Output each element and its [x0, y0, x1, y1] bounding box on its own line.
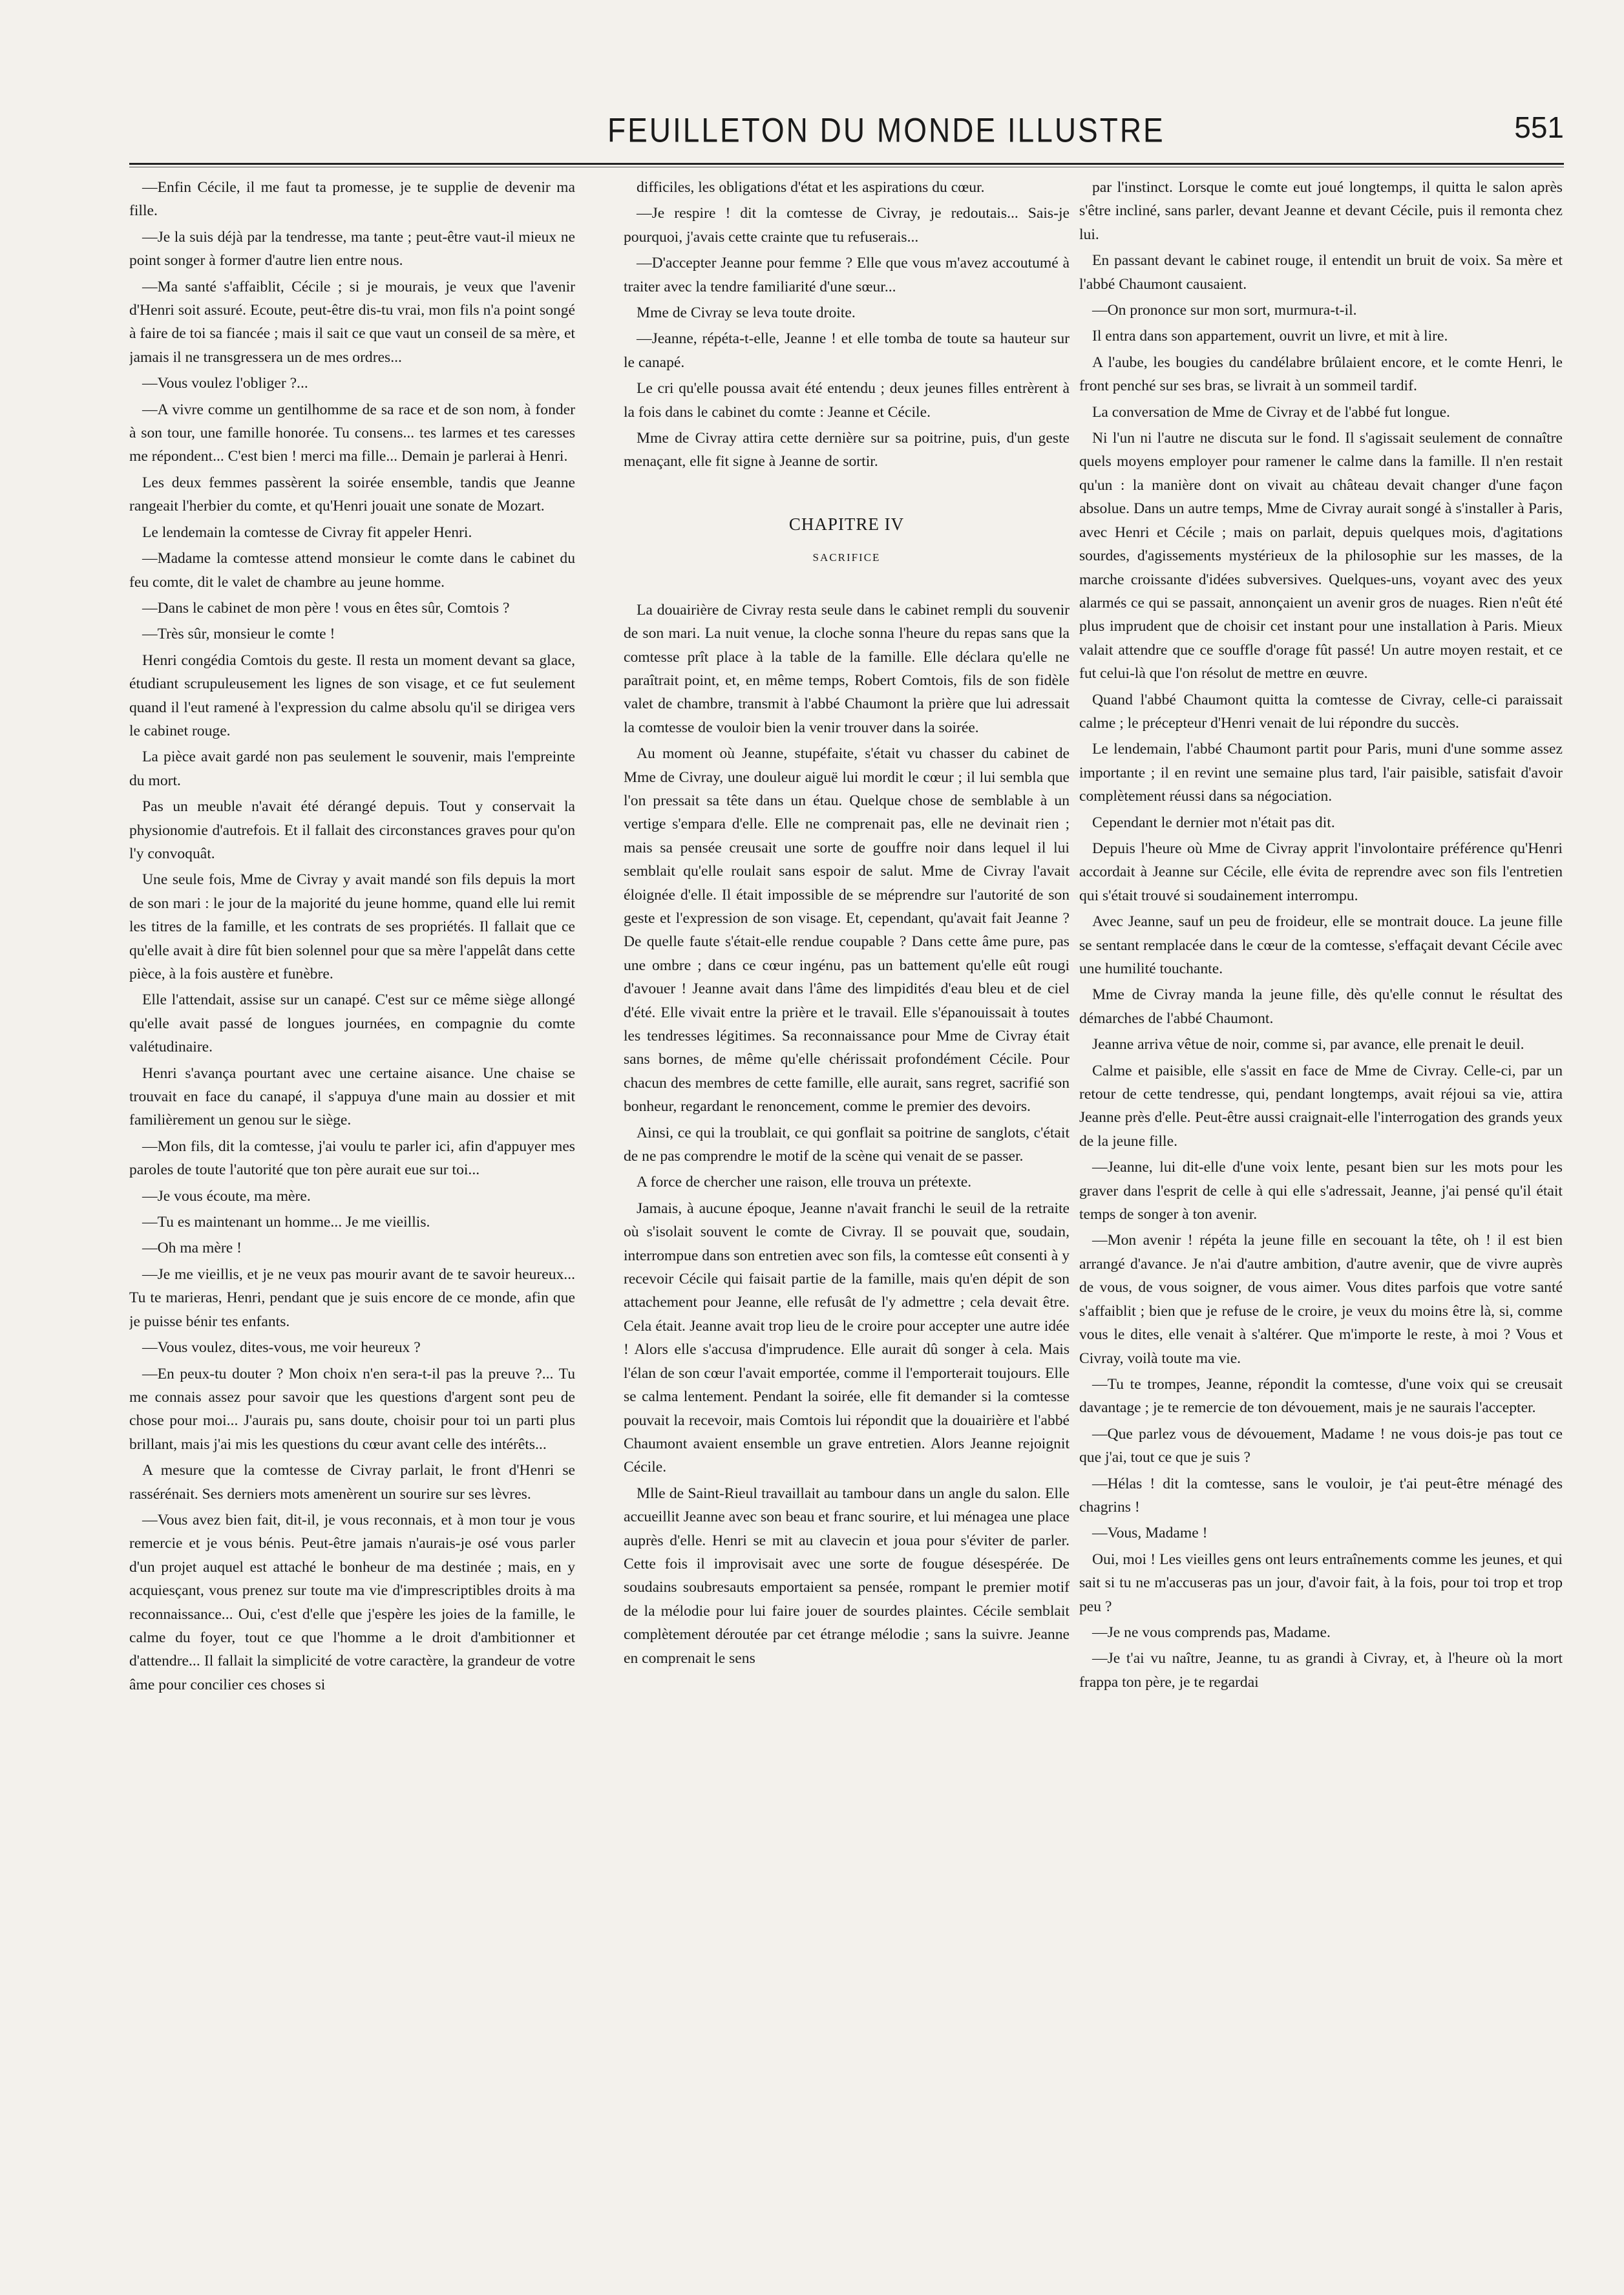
paragraph: Avec Jeanne, sauf un peu de froideur, elle se montrait douce. La jeune fille se sentant remplacée dans le cœur de la comtesse, s'effaçait devant Cécile avec une humilité touchante. — [1079, 913, 1563, 977]
paragraph: —On prononce sur mon sort, murmura-t-il. — [1092, 302, 1357, 319]
chapter-title: CHAPITRE IV — [788, 514, 905, 534]
paragraph: par l'instinct. Lorsque le comte eut joué longtemps, il quitta le salon après s'être incliné, sans parler, devant Jeanne et devant Cécile, puis il remonta chez lui. — [1079, 179, 1563, 243]
paragraph: Henri s'avança pourtant avec une certaine aisance. Une chaise se trouvait en face du canapé, il s'appuya d'une main au dossier et mit familièrement un genou sur le siège. — [129, 1064, 575, 1129]
paragraph: Henri congédia Comtois du geste. Il resta un moment devant sa glace, étudiant scrupuleusement les lignes de son visage, et ce fut seulement quand il l'eut ramené à l'expression du calme absolu qu'il se dirigea vers le cabinet rouge. — [129, 651, 575, 739]
paragraph: —Ma santé s'affaiblit, Cécile ; si je mourais, je veux que l'avenir d'Henri soit assuré. Ecoute, peut-être dis-tu vrai, mon fils n'a point songé à faire de toi sa fiancée ; mais il sait ce que vaut un conseil de sa mère, et jamais il ne transgressera un de mes ordres... — [129, 278, 575, 366]
paragraph: Jamais, à aucune époque, Jeanne n'avait franchi le seuil de la retraite où s'isolait souvent le comte de Civray. Il se pouvait que, soudain, interrompue dans son entretien avec son fils, la comtesse eût consenti à y recevoir Cécile qui faisait partie de la famille, mais qu'en dépit de son attachement pour Jeanne, elle refusât de l'y admettre ; cela devait être. Cela était. Jeanne avait trop lieu de le croire pour accepter une autre idée ! Alors elle s'accusa d'imprudence. Elle aurait dû songer à cela. Mais l'élan de son cœur l'avait emportée, comme il l'emporterait toujours. Elle se calma lentement. Pendant la soirée, elle fit demander si la comtesse pouvait la recevoir, mais Comtois lui répondit que la douairière et l'abbé Chaumont avaient ensemble un grave entretien. Alors Jeanne rejoignit Cécile. — [624, 1200, 1070, 1476]
paragraph: Mme de Civray se leva toute droite. — [637, 304, 856, 322]
paragraph: Une seule fois, Mme de Civray y avait mandé son fils depuis la mort de son mari : le jour de la majorité du jeune homme, quand elle lui remit les titres de la famille, et les contrats de ses propriétés. Il fallait que ce qu'elle avait à dire fût bien solennel pour que sa mère l'appelât dans cette pièce, à la fois austère et funèbre. — [129, 871, 575, 982]
paragraph: —Je vous écoute, ma mère. — [142, 1187, 311, 1205]
paragraph: difficiles, les obligations d'état et les aspirations du cœur. — [637, 179, 985, 196]
paragraph: A l'aube, les bougies du candélabre brûlaient encore, et le comte Henri, le front penché sur ses bras, se livrait à un sommeil tardif. — [1079, 354, 1563, 395]
page-header — [129, 110, 1564, 158]
paragraph: —Je respire ! dit la comtesse de Civray, je redoutais... Sais-je pourquoi, j'avais cette crainte que tu refuserais... — [624, 205, 1070, 246]
paragraph: Pas un meuble n'avait été dérangé depuis. Tout y conservait la physionomie d'autrefois. Et il fallait des circonstances graves pour qu'on l'y convoquât. — [129, 798, 575, 862]
paragraph: —D'accepter Jeanne pour femme ? Elle que vous m'avez accoutumé à traiter avec la tendre familiarité d'une sœur... — [624, 255, 1070, 295]
paragraph: —Madame la comtesse attend monsieur le comte dans le cabinet du feu comte, dit le valet de chambre au jeune homme. — [129, 550, 575, 591]
paragraph: —Vous voulez, dites-vous, me voir heureux ? — [142, 1339, 421, 1357]
paragraph: Quand l'abbé Chaumont quitta la comtesse de Civray, celle-ci paraissait calme ; le précepteur d'Henri venait de lui répondre du succès. — [1079, 691, 1563, 732]
paragraph: A mesure que la comtesse de Civray parlait, le front d'Henri se rassérénait. Ses derniers mots amenèrent un sourire sur ses lèvres. — [129, 1462, 575, 1503]
paragraph: —Je ne vous comprends pas, Madame. — [1092, 1623, 1331, 1641]
feuilleton-title: FEUILLETON DU MONDE ILLUSTRE — [607, 111, 1165, 149]
paragraph: A force de chercher une raison, elle trouva un prétexte. — [637, 1174, 972, 1191]
paragraph: —Très sûr, monsieur le comte ! — [142, 626, 335, 643]
paragraph: Mme de Civray attira cette dernière sur sa poitrine, puis, d'un geste menaçant, elle fit signe à Jeanne de sortir. — [624, 430, 1070, 471]
paragraph: —Je t'ai vu naître, Jeanne, tu as grandi à Civray, et, à l'heure où la mort frappa ton père, je te regardai — [1079, 1650, 1563, 1691]
header-rule — [129, 163, 1564, 165]
paragraph: —Vous, Madame ! — [1092, 1525, 1208, 1542]
paragraph: —Enfin Cécile, il me faut ta promesse, je te supplie de devenir ma fille. — [129, 179, 575, 220]
paragraph: Au moment où Jeanne, stupéfaite, s'était vu chasser du cabinet de Mme de Civray, une douleur aiguë lui mordit le cœur ; il lui sembla que l'on pressait sa tête dans un étau. Quelque chose de semblable à un vertige s'empara d'elle. Elle ne comprenait pas, elle ne devinait rien ; mais sa pensée creusait une sorte de gouffre noir dans lequel il lui semblait qu'elle roulait sans espoir de salut. Mme de Civray l'avait éloignée d'elle. Il était impossible de se méprendre sur l'autorité de son geste et l'expression de son visage. Et, cependant, qu'avait fait Jeanne ? De quelle faute s'était-elle rendue coupable ? Dans cette âme pure, pas une ombre ; dans ce cœur ingénu, pas un battement qu'elle eût rougi d'avouer ! Jeanne avait dans l'âme des limpidités d'eau bleu et de ciel d'été. Elle vivait entre la prière et le travail. Elle s'épanouissait à toutes les tendresses légitimes. Sa reconnaissance pour Mme de Civray était sans bornes, de même qu'elle chérissait profondément Cécile. Pour chacun des membres de cette famille, elle aurait, sans regret, sacrifié son bonheur, regardant le renoncement, comme le premier des devoirs. — [624, 745, 1070, 1116]
paragraph: La douairière de Civray resta seule dans le cabinet rempli du souvenir de son mari. La nuit venue, la cloche sonna l'heure du repas sans que la comtesse prît place à la table de la famille. Elle déclara qu'elle ne paraîtrait point, et, en même temps, Robert Comtois, fils de son fidèle valet de chambre, transmit à l'abbé Chaumont la prière que lui adressait la comtesse de vouloir bien la venir trouver dans la soirée. — [624, 601, 1070, 736]
paragraph: Il entra dans son appartement, ouvrit un livre, et mit à lire. — [1092, 328, 1448, 345]
paragraph: —Hélas ! dit la comtesse, sans le vouloir, je t'ai peut-être ménagé des chagrins ! — [1079, 1475, 1563, 1516]
paragraph: La conversation de Mme de Civray et de l'abbé fut longue. — [1092, 403, 1450, 421]
paragraph: —A vivre comme un gentilhomme de sa race et de son nom, à fonder à son tour, une famille honorée. Tu consens... tes larmes et tes caresses me répondent... C'est bien ! merci ma fille... Demain je parlerai à Henri. — [129, 401, 575, 465]
paragraph: Mme de Civray manda la jeune fille, dès qu'elle connut le résultat des démarches de l'abbé Chaumont. — [1079, 986, 1563, 1027]
paragraph: Les deux femmes passèrent la soirée ensemble, tandis que Jeanne rangeait l'herbier du comte, et qu'Henri jouait une sonate de Mozart. — [129, 474, 575, 515]
paragraph: —Je me vieillis, et je ne veux pas mourir avant de te savoir heureux... Tu te marieras, Henri, pendant que je suis encore de ce monde, afin que je puisse bénir tes enfants. — [129, 1265, 575, 1330]
paragraph: —Jeanne, répéta-t-elle, Jeanne ! et elle tomba de toute sa hauteur sur le canapé. — [624, 330, 1070, 371]
paragraph: —Vous avez bien fait, dit-il, je vous reconnais, et à mon tour je vous remercie et je vous bénis. Peut-être jamais n'aurais-je osé vous parler d'un projet auquel est attaché le bonheur de ma destinée ; mais, en y acquiesçant, vous prenez sur toute ma vie d'imprescriptibles droits à ma reconnaissance... Oui, c'est d'elle que j'espère les joies de la famille, le calme du foyer, tout ce que l'homme a le droit d'ambitionner et d'attendre... Il fallait la simplicité de votre caractère, la grandeur de votre âme pour concilier ces choses si — [129, 1511, 575, 1693]
paragraph: Calme et paisible, elle s'assit en face de Mme de Civray. Celle-ci, par un retour de cette tendresse, qui, pendant longtemps, avait réjoui sa vie, attira Jeanne près d'elle. Peut-être aussi craignait-elle l'interrogation des grands yeux de la jeune fille. — [1079, 1062, 1563, 1150]
paragraph: —Mon avenir ! répéta la jeune fille en secouant la tête, oh ! il est bien arrangé d'avance. Je n'ai d'autre ambition, d'autre avenir, que de vivre auprès de vous, de vous soigner, de vous aimer. Vous dites parfois que votre santé s'affaiblit ; bien que je refuse de le croire, je veux du moins être là, si, comme vous le dites, elle venait à s'altérer. Que m'importe le reste, à moi ? Vous et Civray, voilà toute ma vie. — [1079, 1232, 1563, 1367]
page-number: 551 — [1514, 111, 1564, 144]
paragraph: —Que parlez vous de dévouement, Madame ! ne vous dois-je pas tout ce que j'ai, tout ce que je suis ? — [1079, 1425, 1563, 1466]
paragraph: En passant devant le cabinet rouge, il entendit un bruit de voix. Sa mère et l'abbé Chaumont causaient. — [1079, 252, 1563, 293]
paragraph: Mlle de Saint-Rieul travaillait au tambour dans un angle du salon. Elle accueillit Jeanne avec son beau et franc sourire, et lui ménagea une place auprès d'elle. Henri se mit au clavecin et joua pour s'éviter de parler. Cette fois il improvisait avec une sorte de fougue désespérée. De soudains soubresauts emportaient sa pensée, rompant le premier motif de la mélodie pour lui faire jouer de sourdes plaintes. Cécile semblait complètement déroutée par cet étrange mélodie ; sans la suivre. Jeanne en comprenait le sens — [624, 1485, 1070, 1667]
text-column-1 — [129, 176, 575, 2270]
paragraph: Le lendemain, l'abbé Chaumont partit pour Paris, muni d'une somme assez importante ; il en revint une semaine plus tard, l'air paisible, satisfait d'avoir complètement réussi dans sa négociation. — [1079, 741, 1563, 805]
paragraph: Ainsi, ce qui la troublait, ce qui gonflait sa poitrine de sanglots, c'était de ne pas comprendre le motif de la scène qui venait de se passer. — [624, 1124, 1070, 1165]
paragraph: Ni l'un ni l'autre ne discuta sur le fond. Il s'agissait seulement de connaître quels moyens employer pour ramener le calme dans la famille. Il n'en restait qu'un : la manière dont on vivait au château devait changer d'une façon absolue. Dans un autre temps, Mme de Civray aurait songé à s'installer à Paris, avec Henri et Cécile ; mais on parlait, depuis quelques mois, d'agitations sourdes, d'agissements mystérieux de la philosophie sur les masses, de la marche croissante d'idées subversives. Quelques-uns, voyant avec des yeux alarmés ce qui se passait, annonçaient un avenir gros de nuages. Rien n'eût été plus imprudent que de choisir cet instant pour une installation à Paris. Mieux valait attendre que ce souffle d'orage fût passé! Un autre moyen restait, et ce fut celui-là que l'on résolut de mettre en œuvre. — [1079, 430, 1563, 682]
paragraph: —Tu es maintenant un homme... Je me vieillis. — [142, 1214, 430, 1231]
paragraph: —En peux-tu douter ? Mon choix n'en sera-t-il pas la preuve ?... Tu me connais assez pour savoir que les questions d'argent sont peu de chose pour moi... J'aurais pu, sans doute, choisir pour toi un parti plus brillant, mais j'ai mis les questions du cœur avant celle des intérêts... — [129, 1365, 575, 1453]
chapter-subtitle: SACRIFICE — [812, 551, 881, 564]
paragraph: —Tu te trompes, Jeanne, répondit la comtesse, d'une voix qui se creusait davantage ; je te remercie de ton dévouement, mais je ne saurais l'accepter. — [1079, 1375, 1563, 1417]
paragraph: Le lendemain la comtesse de Civray fit appeler Henri. — [142, 524, 472, 541]
paragraph: —Jeanne, lui dit-elle d'une voix lente, pesant bien sur les mots pour les graver dans l'esprit de celle à qui elle s'adressait, Jeanne, j'ai pensé qu'il était temps de songer à ton avenir. — [1079, 1159, 1563, 1223]
paragraph: Le cri qu'elle poussa avait été entendu ; deux jeunes filles entrèrent à la fois dans le cabinet du comte : Jeanne et Cécile. — [624, 380, 1070, 421]
paragraph: —Je la suis déjà par la tendresse, ma tante ; peut-être vaut-il mieux ne point songer à former d'autre lien entre nous. — [129, 228, 575, 270]
paragraph: —Dans le cabinet de mon père ! vous en êtes sûr, Comtois ? — [142, 599, 510, 617]
text-column-3 — [1079, 176, 1563, 2270]
paragraph: La pièce avait gardé non pas seulement le souvenir, mais l'empreinte du mort. — [129, 748, 575, 789]
paragraph: Jeanne arriva vêtue de noir, comme si, par avance, elle prenait le deuil. — [1092, 1036, 1524, 1053]
paragraph: Depuis l'heure où Mme de Civray apprit l'involontaire préférence qu'Henri accordait à Jeanne sur Cécile, elle évita de reprendre avec son fils l'entretien qui s'était trouvé si soudainement interrompu. — [1079, 840, 1563, 904]
paragraph: —Vous voulez l'obliger ?... — [142, 375, 308, 392]
paragraph: —Mon fils, dit la comtesse, j'ai voulu te parler ici, afin d'appuyer mes paroles de toute l'autorité que ton père aurait eue sur toi... — [129, 1137, 575, 1179]
paragraph: —Oh ma mère ! — [142, 1240, 242, 1257]
text-column-2 — [624, 176, 1070, 2270]
paragraph: Cependant le dernier mot n'était pas dit. — [1092, 814, 1335, 831]
paragraph: Oui, moi ! Les vieilles gens ont leurs entraînements comme les jeunes, et qui sait si tu ne m'accuseras pas un jour, d'avoir fait, à la fois, pour toi trop et trop peu ? — [1079, 1550, 1563, 1615]
paragraph: Elle l'attendait, assise sur un canapé. C'est sur ce même siège allongé qu'elle avait passé de longues journées, en compagnie du comte valétudinaire. — [129, 991, 575, 1056]
